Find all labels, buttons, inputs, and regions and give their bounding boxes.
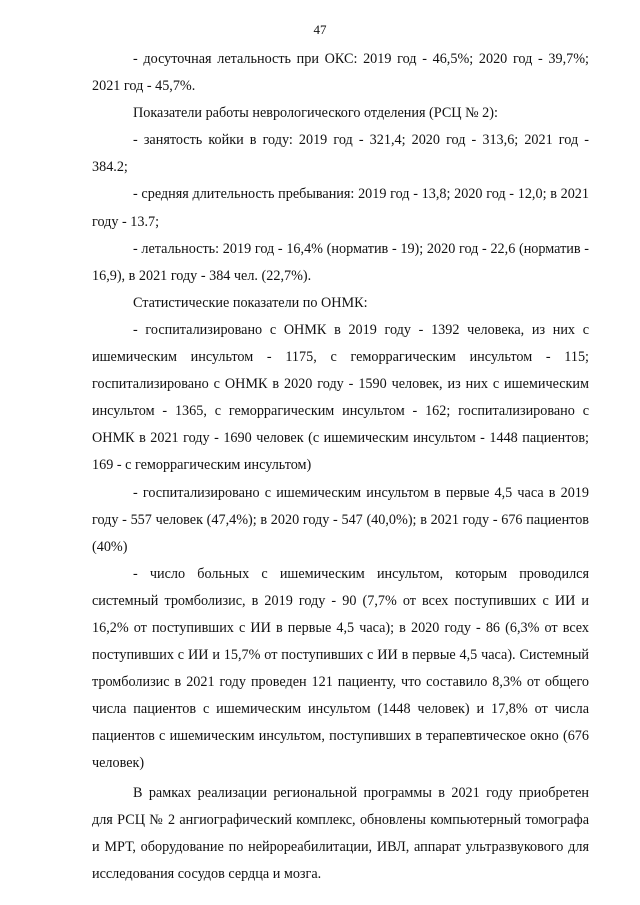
paragraph-stroke-stats-heading: Статистические показатели по ОНМК: [133,294,368,311]
paragraph-early-hospitalizations: - госпитализировано с ишемическим инсультом в первые 4,5 часа в 2019 году - 557 человек (47,4%); в 2020 году - 547 (40,0%); в 2021 году - 676 пациентов (40%) [92,484,589,555]
paragraph-length-of-stay: - средняя длительность пребывания: 2019 год - 13,8; 2020 год - 12,0; в 2021 году - 13.7; [92,186,589,230]
body-text [92,46,589,888]
paragraph-regional-program: В рамках реализации региональной программы в 2021 году приобретен для РСЦ № 2 ангиографический комплекс, обновлены компьютерный томографа и МРТ, оборудование по нейрореабилитации, ИВЛ, аппарат ультразвукового для исследования сосудов сердца и мозга. [92,784,589,882]
paragraph-bed-occupancy: - занятость койки в году: 2019 год - 321,4; 2020 год - 313,6; 2021 год - 384.2; [92,132,589,176]
paragraph-prehospital-mortality-acs: - досуточная летальность при ОКС: 2019 год - 46,5%; 2020 год - 39,7%; 2021 год - 45,7%. [92,51,589,95]
paragraph-neurology-heading: Показатели работы неврологического отделения (РСЦ № 2): [133,105,498,122]
paragraph-mortality: - летальность: 2019 год - 16,4% (норматив - 19); 2020 год - 22,6 (норматив - 16,9), в 2021 году - 384 чел. (22,7%). [92,240,589,284]
paragraph-stroke-hospitalizations: - госпитализировано с ОНМК в 2019 году - 1392 человека, из них с ишемическим инсультом - 1175, с геморрагическим инсультом - 115; госпитализировано с ОНМК в 2020 году - 1590 человек, из них с ишемическим инсультом - 1365, с геморрагическим инсультом - 162; госпитализировано с ОНМК в 2021 году - 1690 человек (с ишемическим инсультом - 1448 пациентов; 169 - с геморрагическим инсультом) [92,321,589,474]
page-number: 47 [313,22,327,37]
paragraph-thrombolysis: - число больных с ишемическим инсультом, которым проводился системный тромболизис, в 2019 году - 90 (7,7% от всех поступивших с ИИ и 16,2% от поступивших с ИИ в первые 4,5 часа); в 2020 году - 86 (6,3% от всех поступивших с ИИ и 15,7% от поступивших с ИИ в первые 4,5 часа). Системный тромболизис в 2021 году проведен 121 пациенту, что составило 8,3% от общего числа пациентов с ишемическим инсультом (1448 человек) и 17,8% от числа пациентов с ишемическим инсультом, поступивших в терапевтическое окно (676 человек) [92,565,589,772]
